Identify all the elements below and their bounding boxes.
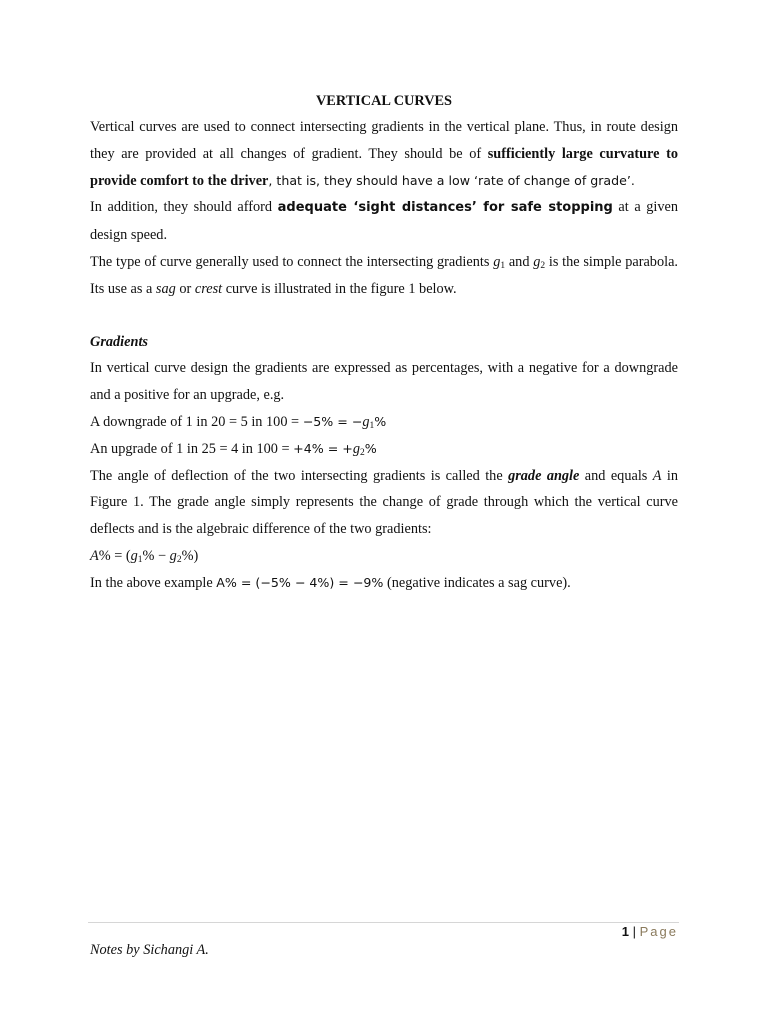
math-run: +4% = + <box>293 440 353 456</box>
math-var: A <box>90 547 99 564</box>
paragraph-curve-type <box>90 249 678 303</box>
text-run: is the simple parabola. Its use as a <box>90 253 678 297</box>
formula-grade-angle <box>90 543 678 570</box>
footer-author: Notes by Sichangi A. <box>90 942 209 958</box>
math-run: %) <box>181 547 199 564</box>
page-separator: | <box>629 924 640 939</box>
example-downgrade <box>90 409 678 436</box>
math-var: g <box>533 253 541 270</box>
math-run: % = ( <box>98 547 131 564</box>
section-heading: Gradients <box>90 333 148 350</box>
text-run: A downgrade of 1 in 20 = 5 in 100 = <box>90 413 303 430</box>
text-run: In addition, they should afford <box>90 199 278 216</box>
text-run: The type of curve generally used to connect the intersecting gradients <box>90 253 494 270</box>
text-run: , that is, they should have a low ‘rate of change of grade’. <box>268 172 635 188</box>
math-run: % <box>374 413 387 429</box>
math-var: g <box>130 547 138 564</box>
bold-italic-run: grade angle <box>508 467 580 484</box>
math-var: g <box>169 547 177 564</box>
paragraph-example <box>90 570 678 597</box>
text-run: An upgrade of 1 in 25 = 4 in 100 = <box>90 440 294 457</box>
example-upgrade <box>90 436 678 463</box>
subscript: 1 <box>137 554 143 565</box>
math-run: % − <box>142 547 170 564</box>
text-run: Vertical curves are used to connect intersecting gradients in the vertical plane. Thus, in route design they are provided at all changes of gradient. They should be of <box>90 119 678 162</box>
paragraph-gradients: In vertical curve design the gradients are expressed as percentages, with a negative for a downgrade and a positive for an upgrade, e.g. <box>90 360 678 404</box>
math-var: g <box>362 413 370 430</box>
bold-run: adequate ‘sight distances’ for safe stopping <box>277 200 613 216</box>
math-var: g <box>352 440 360 457</box>
text-run: and equals <box>579 467 653 484</box>
text-run: at a given design speed. <box>90 199 679 244</box>
subscript: 1 <box>369 420 375 431</box>
text-run: or <box>175 280 195 297</box>
page-number <box>622 924 678 939</box>
paragraph-grade-angle <box>90 463 678 543</box>
math-run: % <box>364 440 377 456</box>
page-label: Page <box>639 924 678 939</box>
text-run: (negative indicates a sag curve). <box>383 574 571 591</box>
text-run: in Figure 1. The grade angle simply represents the change of grade through which the vertical curve deflects and is the algebraic difference of the two gradients: <box>90 467 679 538</box>
math-var: g <box>493 253 501 270</box>
text-run: and <box>505 253 534 270</box>
math-run: −5% = − <box>302 413 363 429</box>
math-var: A <box>652 467 662 484</box>
text-run: In the above example <box>90 574 217 591</box>
text-run: curve is illustrated in the figure 1 below. <box>222 280 457 297</box>
subscript: 2 <box>540 260 546 271</box>
bold-run: sufficiently large curvature to provide comfort to the driver <box>90 145 678 189</box>
document-body <box>90 88 678 597</box>
page-title: VERTICAL CURVES <box>315 93 453 109</box>
subscript: 2 <box>176 554 182 565</box>
paragraph-sight-distance <box>90 194 678 249</box>
math-run: A% = (−5% − 4%) = −9% <box>216 574 384 590</box>
page-number-value: 1 <box>621 924 630 939</box>
text-run: The angle of deflection of the two intersecting gradients is called the <box>90 467 509 484</box>
subscript: 1 <box>500 260 506 271</box>
italic-run: crest <box>194 280 223 297</box>
footer-divider <box>88 922 679 923</box>
italic-run: sag <box>155 280 176 297</box>
paragraph-intro <box>90 114 678 194</box>
subscript: 2 <box>359 447 365 458</box>
